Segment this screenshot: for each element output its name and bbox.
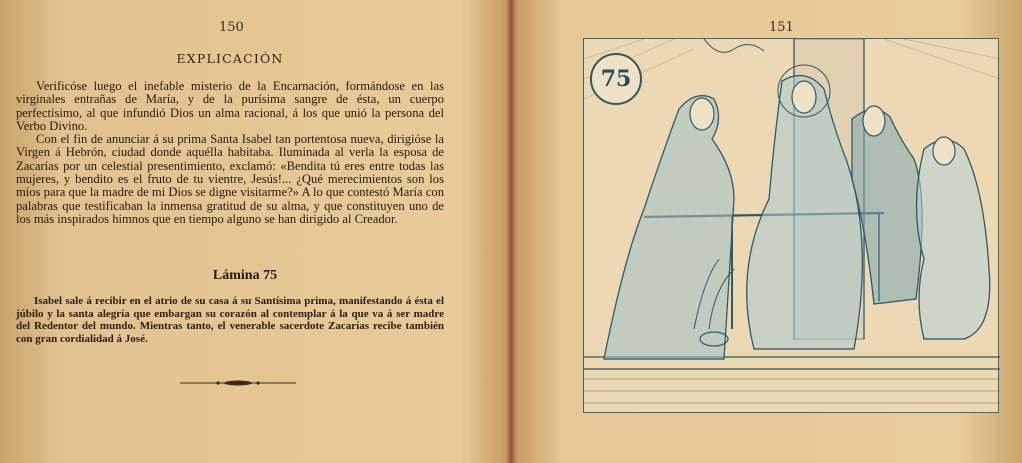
plate-caption — [16, 295, 444, 345]
plate-subheading: Lámina 75 — [212, 268, 278, 283]
page-number-left: 150 — [219, 20, 244, 35]
caption-text: Isabel sale á recibir en el atrio de su casa á su Santísima prima, manifestando á ésta el júbilo y la santa alegría que embargan su corazón al contemplar á la que va á ser madre del Redentor del mundo. Mientras tanto, el venerable sacerdote Zacarías recibe también con gran cordialidad á José. — [16, 295, 444, 345]
right-page — [512, 0, 1022, 463]
explanation-text — [16, 80, 444, 226]
left-page — [0, 0, 508, 463]
section-heading: EXPLICACIÓN — [176, 51, 284, 66]
ornament-divider — [178, 378, 298, 388]
engraving-figures — [584, 39, 1000, 414]
paragraph-2: Con el fin de anunciar á su prima Santa Isabel tan portentosa nueva, dirigióse la Virgen á Hebrón, ciudad donde aquélla habitaba. Iluminada al verla la esposa de Zacarías por un celestial presentimiento, exclamó: «Bendita tú eres entre todas las mujeres, y bendito es el fruto de tu vientre, Jesús!... ¿Qué merecimientos son los míos para que la madre de mi Dios se digne visitarme?» A lo que contestó María con palabras que testificaban la inmensa gratitud de su alma, y que constituyen uno de los más inspirados himnos que en tiempo alguno se han dirigido al Creador. — [16, 132, 444, 226]
page-number-right: 151 — [769, 20, 794, 35]
visitation-illustration — [583, 38, 999, 413]
plate-number-badge: 75 — [590, 53, 642, 105]
paragraph-1: Verificóse luego el inefable misterio de la Encarnación, formándose en las virginales entrañas de María, y de la purísima sangre de ésta, un cuerpo perfectísimo, al que infundió Dios un alma racional, á los que unió la persona del Verbo Divino. — [16, 79, 444, 133]
